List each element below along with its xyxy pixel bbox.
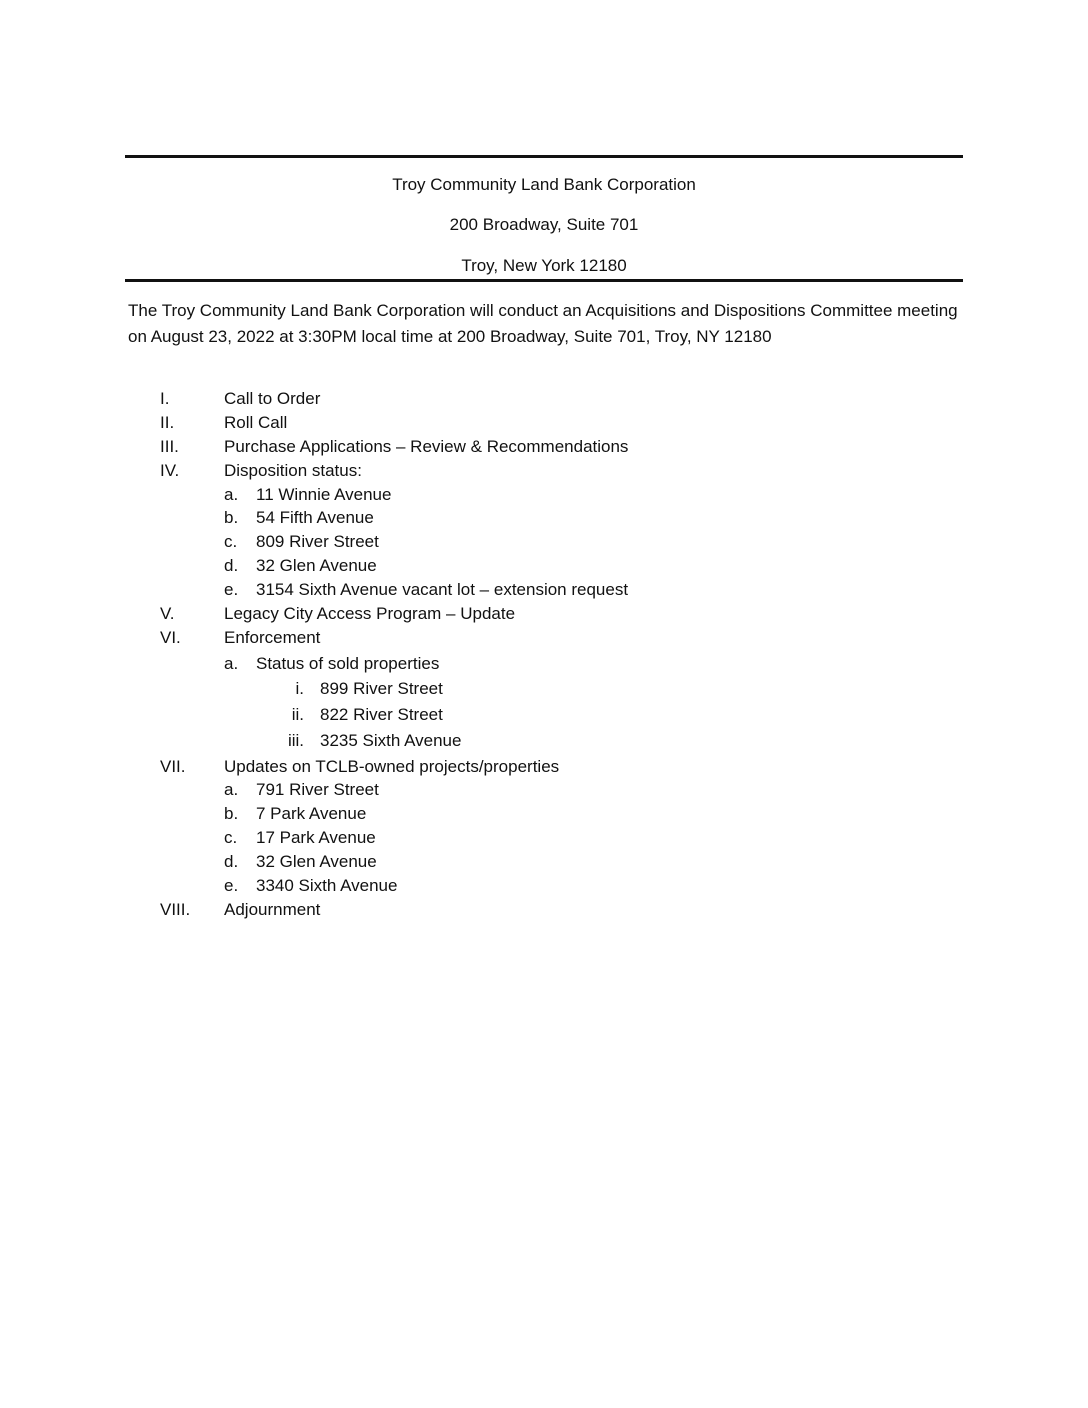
- agenda-item-disposition-status: [0, 460, 1088, 484]
- item-text: Purchase Applications – Review & Recommendations: [224, 437, 629, 456]
- sub-item: [0, 507, 1088, 531]
- address-line-1: 200 Broadway, Suite 701: [449, 215, 639, 234]
- item-number: III.: [160, 437, 179, 456]
- sub-item-text: 54 Fifth Avenue: [256, 508, 374, 527]
- sub-item-letter: e.: [224, 580, 239, 599]
- item-text: Legacy City Access Program – Update: [224, 604, 516, 623]
- sub-item-letter: b.: [224, 508, 239, 527]
- item-text: Adjournment: [224, 900, 321, 919]
- meeting-notice: The Troy Community Land Bank Corporation will conduct an Acquisitions and Dispositions Committee meeting on August 23, 2022 at 3:30PM local time at 200 Broadway, Suite 701, Troy, NY 12180: [128, 301, 958, 346]
- sub-item: [0, 484, 1088, 508]
- item-number: I.: [160, 389, 170, 408]
- item-number: IV.: [160, 461, 180, 480]
- agenda-item-legacy-city-access: [0, 603, 1088, 627]
- sub-sub-item-text: 899 River Street: [320, 679, 443, 698]
- agenda-item-tclb-updates: [0, 756, 1088, 780]
- sub-item: [0, 875, 1088, 899]
- sub-item-letter: a.: [224, 780, 239, 799]
- sub-sub-item-text: 822 River Street: [320, 705, 443, 724]
- item-number: V.: [160, 604, 175, 623]
- item-number: II.: [160, 413, 175, 432]
- sub-item-letter: c.: [224, 532, 238, 551]
- sub-item-letter: a.: [224, 654, 239, 673]
- sub-item-text: 7 Park Avenue: [256, 804, 367, 823]
- sub-sub-item-numeral: ii.: [291, 705, 304, 724]
- agenda-item-roll-call: [0, 412, 1088, 436]
- sub-item-letter: d.: [224, 556, 239, 575]
- sub-item-text: 3154 Sixth Avenue vacant lot – extension request: [256, 580, 629, 599]
- item-text: Roll Call: [224, 413, 288, 432]
- sub-sub-item: [0, 730, 1088, 754]
- sub-item-letter: b.: [224, 804, 239, 823]
- item-text: Updates on TCLB-owned projects/properties: [224, 757, 560, 776]
- sub-item: [0, 803, 1088, 827]
- sub-item: [0, 531, 1088, 555]
- sub-item-letter: a.: [224, 485, 239, 504]
- agenda-item-adjournment: [0, 899, 1088, 923]
- sub-sub-item-numeral: i.: [295, 679, 304, 698]
- organization-name: Troy Community Land Bank Corporation: [392, 175, 696, 194]
- sub-item-text: 11 Winnie Avenue: [256, 485, 392, 504]
- sub-item: [0, 579, 1088, 603]
- sub-item-text: 809 River Street: [256, 532, 379, 551]
- sub-item-letter: e.: [224, 876, 239, 895]
- address-line-2: Troy, New York 12180: [461, 256, 627, 275]
- agenda-item-call-to-order: [0, 388, 1088, 412]
- sub-item-text: 791 River Street: [256, 780, 379, 799]
- sub-item: [0, 653, 1088, 677]
- agenda-item-enforcement: [0, 627, 1088, 651]
- item-number: VI.: [160, 628, 181, 647]
- sub-item: [0, 827, 1088, 851]
- sub-item-text: 32 Glen Avenue: [256, 556, 377, 575]
- item-text: Disposition status:: [224, 461, 362, 480]
- sub-item-text: Status of sold properties: [256, 654, 440, 673]
- item-number: VIII.: [160, 900, 191, 919]
- sub-item: [0, 555, 1088, 579]
- sub-item-text: 3340 Sixth Avenue: [256, 876, 398, 895]
- item-text: Call to Order: [224, 389, 321, 408]
- sub-item-letter: c.: [224, 828, 238, 847]
- agenda-item-purchase-applications: [0, 436, 1088, 460]
- sub-item-letter: d.: [224, 852, 239, 871]
- sub-sub-item: [0, 678, 1088, 702]
- item-number: VII.: [160, 757, 186, 776]
- sub-item-text: 17 Park Avenue: [256, 828, 376, 847]
- sub-sub-item-numeral: iii.: [287, 731, 304, 750]
- sub-sub-item-text: 3235 Sixth Avenue: [320, 731, 462, 750]
- sub-item: [0, 779, 1088, 803]
- item-text: Enforcement: [224, 628, 321, 647]
- sub-item: [0, 851, 1088, 875]
- sub-item-text: 32 Glen Avenue: [256, 852, 377, 871]
- sub-sub-item: [0, 704, 1088, 728]
